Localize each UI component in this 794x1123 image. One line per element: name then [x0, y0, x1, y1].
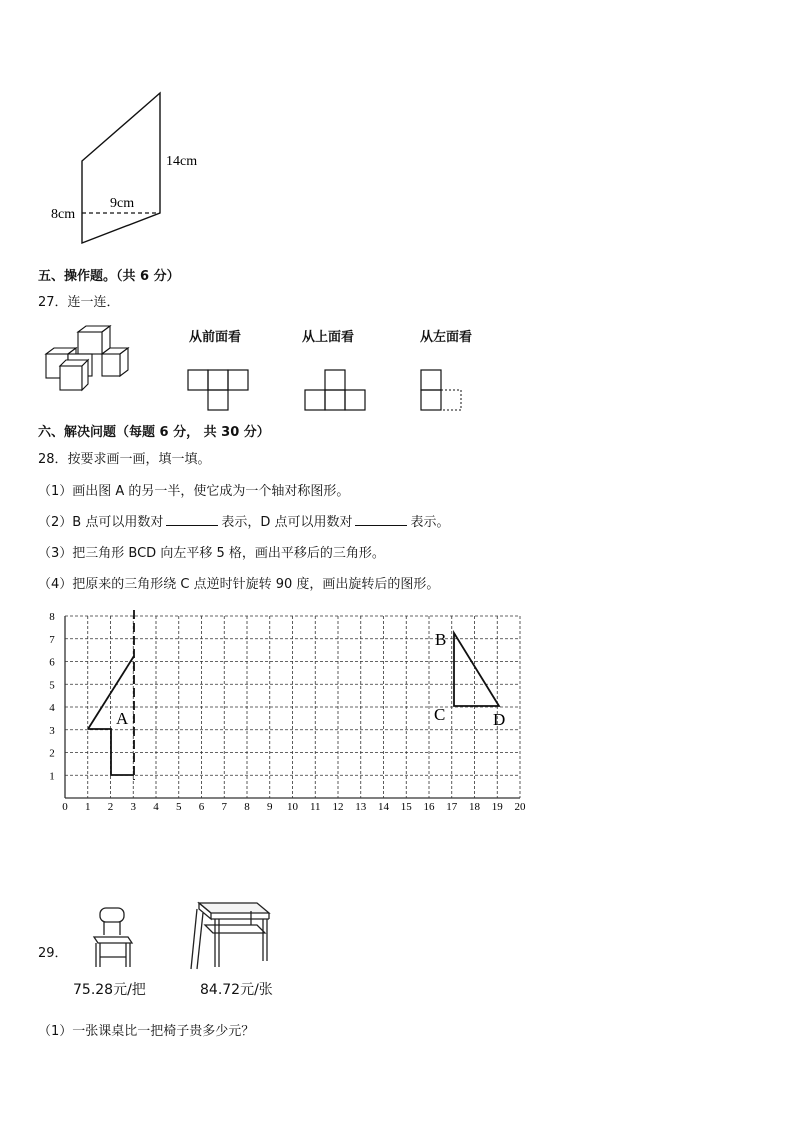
q29-sub1: （1）一张课桌比一把椅子贵多少元？	[38, 1024, 255, 1039]
x-tick-label: 15	[400, 801, 412, 813]
label-a: A	[116, 709, 129, 728]
q28-item1: （1）画出图 A 的另一半，使它成为一个轴对称图形。	[38, 484, 350, 499]
view-label-front: 从前面看	[189, 330, 242, 345]
x-tick-label: 20	[514, 801, 526, 813]
y-tick-label: 3	[49, 724, 55, 737]
view-label-top: 从上面看	[302, 330, 355, 345]
answer-blank-b[interactable]	[166, 514, 218, 526]
x-tick-label: 5	[176, 801, 182, 813]
x-tick-label: 19	[491, 801, 503, 813]
x-tick-label: 0	[62, 801, 68, 813]
q28-item2-part2: 表示，D 点可以用数对	[221, 515, 353, 530]
x-tick-label: 2	[107, 801, 114, 813]
view-label-left: 从左面看	[420, 330, 473, 345]
trapezoid-shape	[82, 93, 160, 243]
x-tick-label: 17	[446, 801, 458, 813]
x-tick-label: 3	[130, 801, 136, 813]
label-9cm: 9cm	[110, 196, 135, 211]
y-tick-label: 6	[49, 656, 55, 669]
label-c: C	[434, 705, 446, 724]
x-tick-label: 18	[469, 801, 480, 813]
q28-item4: （4）把原来的三角形绕 C 点逆时针旋转 90 度，画出旋转后的图形。	[38, 577, 440, 592]
x-tick-label: 14	[378, 801, 389, 813]
q29-number: 29．	[38, 946, 68, 961]
x-tick-label: 10	[287, 801, 298, 813]
cube-stack-figure	[40, 322, 140, 397]
q28-prompt: 28．按要求画一画，填一填。	[38, 452, 211, 467]
answer-blank-d[interactable]	[355, 514, 407, 526]
x-tick-label: 8	[244, 801, 250, 813]
label-b: B	[435, 630, 447, 649]
x-tick-label: 13	[355, 801, 367, 813]
desk-image	[185, 897, 273, 975]
trapezoid-figure	[40, 85, 220, 255]
label-8cm: 8cm	[51, 207, 76, 222]
front-view-shape	[186, 368, 256, 412]
figure-a-base	[88, 729, 134, 775]
y-tick-label: 5	[49, 679, 55, 692]
triangle-bcd	[454, 633, 499, 706]
x-tick-label: 11	[309, 801, 321, 813]
y-tick-label: 7	[49, 633, 55, 646]
x-tick-label: 6	[198, 801, 205, 813]
q28-item2-part3: 表示。	[410, 515, 450, 530]
section5-title: 五、操作题。（共 6 分）	[38, 269, 180, 284]
x-tick-label: 16	[423, 801, 435, 813]
x-tick-label: 12	[332, 801, 344, 813]
y-tick-label: 4	[49, 702, 55, 714]
y-tick-label: 1	[49, 770, 55, 783]
x-tick-label: 7	[221, 801, 227, 813]
y-tick-label: 8	[49, 611, 55, 623]
x-tick-label: 1	[85, 801, 91, 813]
q28-item2	[38, 511, 450, 530]
x-tick-label: 9	[267, 801, 273, 813]
y-tick-label: 2	[49, 747, 55, 760]
chair-price: 75.28元/把	[73, 982, 146, 998]
label-d: D	[493, 710, 506, 729]
x-tick-label: 4	[153, 801, 159, 813]
left-view-shape	[419, 368, 469, 412]
top-view-shape	[303, 368, 373, 412]
section6-title: 六、解决问题（每题 6 分， 共 30 分）	[38, 425, 270, 440]
q28-item2-part1: （2）B 点可以用数对	[38, 515, 164, 530]
label-14cm: 14cm	[166, 154, 198, 169]
coordinate-grid	[40, 602, 540, 820]
chair-image	[90, 905, 135, 973]
q27-prompt: 27．连一连．	[38, 295, 120, 310]
q28-item3: （3）把三角形 BCD 向左平移 5 格，画出平移后的三角形。	[38, 546, 385, 561]
desk-price: 84.72元/张	[200, 982, 273, 998]
